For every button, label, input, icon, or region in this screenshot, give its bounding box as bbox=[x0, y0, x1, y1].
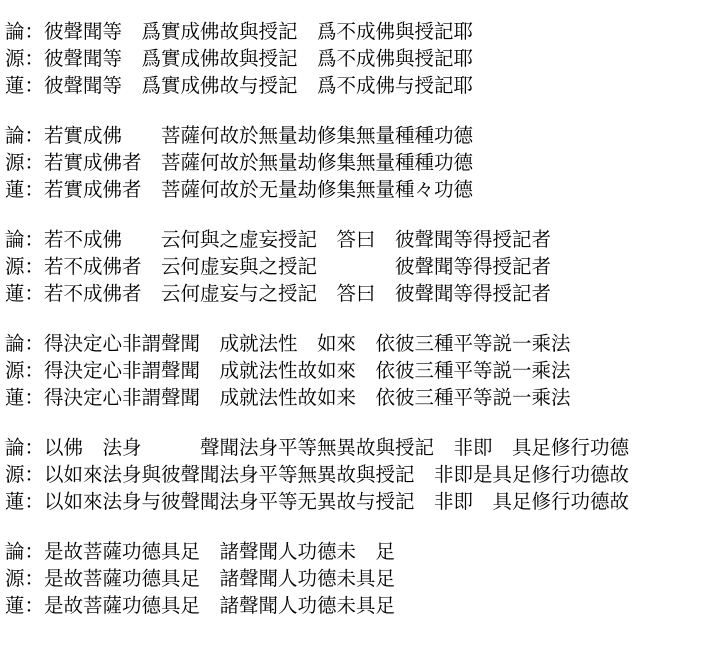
line-yuan: 源：是故菩薩功德具足 諸聲聞人功德未具足 bbox=[5, 567, 396, 590]
verse-group-5 bbox=[5, 434, 715, 515]
line-yuan: 源：得決定心非謂聲聞 成就法性故如來 依彼三種平等説一乘法 bbox=[5, 359, 571, 382]
verse-group-1 bbox=[5, 18, 715, 99]
line-yuan: 源：彼聲聞等 爲實成佛故與授記 爲不成佛與授記耶 bbox=[5, 47, 474, 70]
line-lian: 蓮：以如來法身与彼聲聞法身平等无異故与授記 非即 具足修行功德故 bbox=[5, 490, 630, 513]
line-lun: 論：若不成佛 云何與之虚妄授記 答曰 彼聲聞等得授記者 bbox=[5, 228, 552, 251]
line-yuan: 源：以如來法身與彼聲聞法身平等無異故與授記 非即是具足修行功德故 bbox=[5, 463, 630, 486]
line-lun: 論：若實成佛 菩薩何故於無量劫修集無量種種功德 bbox=[5, 124, 474, 147]
verse-group-3 bbox=[5, 226, 715, 307]
line-lian: 蓮：得決定心非謂聲聞 成就法性故如来 依彼三種平等説一乘法 bbox=[5, 386, 571, 409]
verse-group-4 bbox=[5, 330, 715, 411]
line-yuan: 源：若不成佛者 云何虚妄與之授記 彼聲聞等得授記者 bbox=[5, 255, 552, 278]
line-lun: 論：彼聲聞等 爲實成佛故與授記 爲不成佛與授記耶 bbox=[5, 20, 474, 43]
line-lian: 蓮：若不成佛者 云何虚妄与之授記 答曰 彼聲聞等得授記者 bbox=[5, 282, 552, 305]
line-lun: 論：以佛 法身 聲聞法身平等無異故與授記 非即 具足修行功德 bbox=[5, 436, 630, 459]
text-comparison-document bbox=[5, 18, 715, 642]
line-lun: 論：是故菩薩功德具足 諸聲聞人功德未 足 bbox=[5, 540, 396, 563]
line-lian: 蓮：是故菩薩功德具足 諸聲聞人功德未具足 bbox=[5, 594, 396, 617]
line-lian: 蓮：若實成佛者 菩薩何故於无量劫修集無量種々功德 bbox=[5, 178, 474, 201]
line-lian: 蓮：彼聲聞等 爲實成佛故与授記 爲不成佛与授記耶 bbox=[5, 74, 474, 97]
verse-group-6 bbox=[5, 538, 715, 619]
line-lun: 論：得決定心非謂聲聞 成就法性 如來 依彼三種平等説一乘法 bbox=[5, 332, 571, 355]
verse-group-2 bbox=[5, 122, 715, 203]
line-yuan: 源：若實成佛者 菩薩何故於無量劫修集無量種種功德 bbox=[5, 151, 474, 174]
